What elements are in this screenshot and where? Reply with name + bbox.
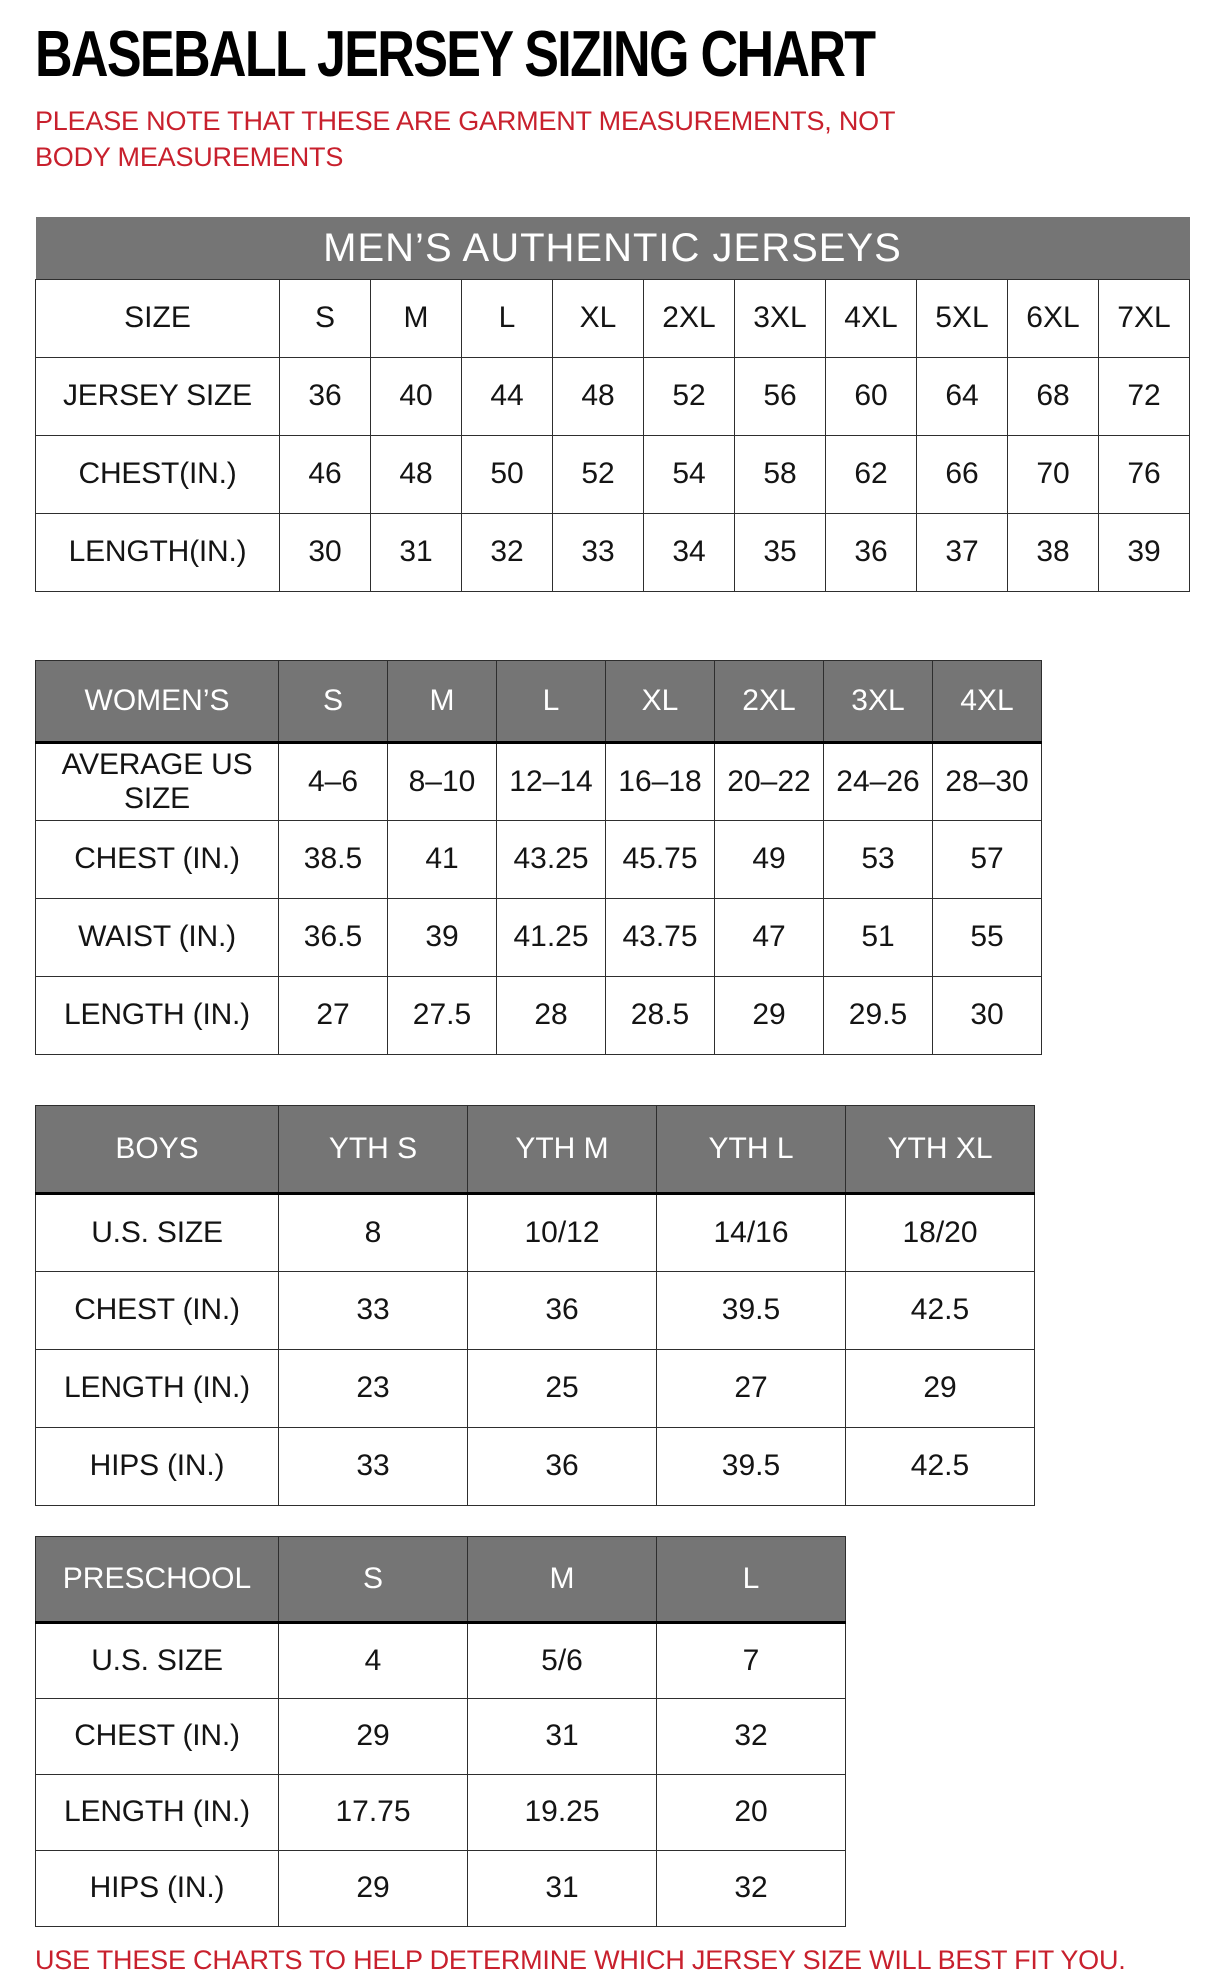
table-cell: 42.5 <box>846 1427 1035 1505</box>
table-cell: 38 <box>1008 513 1099 591</box>
table-cell: 51 <box>824 898 933 976</box>
womens-row <box>36 820 1042 898</box>
table-cell: 36.5 <box>279 898 388 976</box>
table-cell: 31 <box>468 1850 657 1926</box>
row-label: HIPS (IN.) <box>36 1850 279 1926</box>
table-cell: 39.5 <box>657 1271 846 1349</box>
tables-container <box>35 217 1220 1927</box>
womens-header-cell: WOMEN’S <box>36 660 279 742</box>
table-cell: 76 <box>1099 435 1190 513</box>
table-cell: 38.5 <box>279 820 388 898</box>
mens-sizing-table <box>35 217 1190 592</box>
table-cell: 54 <box>644 435 735 513</box>
preschool-sizing-table <box>35 1536 846 1927</box>
mens-header-cell: 2XL <box>644 279 735 357</box>
table-cell: 33 <box>279 1427 468 1505</box>
boys-row <box>36 1349 1035 1427</box>
preschool-header-cell: PRESCHOOL <box>36 1536 279 1622</box>
table-cell: 18/20 <box>846 1193 1035 1271</box>
table-cell: 29 <box>846 1349 1035 1427</box>
mens-row <box>36 435 1190 513</box>
table-cell: 36 <box>826 513 917 591</box>
mens-header-cell: S <box>280 279 371 357</box>
table-cell: 46 <box>280 435 371 513</box>
row-label: WAIST (IN.) <box>36 898 279 976</box>
boys-header-cell: YTH S <box>279 1105 468 1193</box>
mens-header-cell: SIZE <box>36 279 280 357</box>
row-label: LENGTH (IN.) <box>36 1774 279 1850</box>
womens-sizing-table <box>35 660 1042 1055</box>
table-cell: 64 <box>917 357 1008 435</box>
table-cell: 7 <box>657 1622 846 1698</box>
table-cell: 34 <box>644 513 735 591</box>
womens-header-cell: M <box>388 660 497 742</box>
table-cell: 57 <box>933 820 1042 898</box>
table-cell: 27 <box>657 1349 846 1427</box>
table-cell: 68 <box>1008 357 1099 435</box>
table-cell: 66 <box>917 435 1008 513</box>
row-label: CHEST (IN.) <box>36 1271 279 1349</box>
preschool-row <box>36 1850 846 1926</box>
table-cell: 53 <box>824 820 933 898</box>
table-cell: 28.5 <box>606 976 715 1054</box>
table-cell: 36 <box>468 1427 657 1505</box>
mens-header-cell: 5XL <box>917 279 1008 357</box>
table-cell: 37 <box>917 513 1008 591</box>
table-cell: 29 <box>279 1698 468 1774</box>
table-cell: 29.5 <box>824 976 933 1054</box>
table-cell: 29 <box>715 976 824 1054</box>
table-cell: 47 <box>715 898 824 976</box>
footer-note: USE THESE CHARTS TO HELP DETERMINE WHICH JERSEY SIZE WILL BEST FIT YOU. <box>35 1944 1126 1974</box>
table-cell: 28–30 <box>933 742 1042 820</box>
table-cell: 20 <box>657 1774 846 1850</box>
mens-header-cell: M <box>371 279 462 357</box>
mens-header-cell: XL <box>553 279 644 357</box>
boys-sizing-table <box>35 1105 1035 1506</box>
table-cell: 5/6 <box>468 1622 657 1698</box>
preschool-header-cell: M <box>468 1536 657 1622</box>
table-cell: 36 <box>280 357 371 435</box>
table-cell: 25 <box>468 1349 657 1427</box>
table-cell: 28 <box>497 976 606 1054</box>
table-cell: 42.5 <box>846 1271 1035 1349</box>
womens-header-cell: S <box>279 660 388 742</box>
preschool-header-cell: S <box>279 1536 468 1622</box>
row-label: AVERAGE US SIZE <box>36 742 279 820</box>
table-cell: 36 <box>468 1271 657 1349</box>
table-cell: 62 <box>826 435 917 513</box>
table-cell: 35 <box>735 513 826 591</box>
table-cell: 23 <box>279 1349 468 1427</box>
table-cell: 27 <box>279 976 388 1054</box>
boys-row <box>36 1193 1035 1271</box>
mens-header-cell: 6XL <box>1008 279 1099 357</box>
row-label: HIPS (IN.) <box>36 1427 279 1505</box>
table-cell: 52 <box>553 435 644 513</box>
table-cell: 45.75 <box>606 820 715 898</box>
table-cell: 12–14 <box>497 742 606 820</box>
womens-header-cell: 3XL <box>824 660 933 742</box>
preschool-header-cell: L <box>657 1536 846 1622</box>
table-cell: 4–6 <box>279 742 388 820</box>
row-label: U.S. SIZE <box>36 1193 279 1271</box>
mens-header-cell: 4XL <box>826 279 917 357</box>
row-label: U.S. SIZE <box>36 1622 279 1698</box>
mens-header-cell: 7XL <box>1099 279 1190 357</box>
preschool-row <box>36 1698 846 1774</box>
table-cell: 30 <box>280 513 371 591</box>
table-cell: 60 <box>826 357 917 435</box>
table-cell: 43.25 <box>497 820 606 898</box>
womens-header-cell: 2XL <box>715 660 824 742</box>
mens-header-cell: 3XL <box>735 279 826 357</box>
row-label: LENGTH (IN.) <box>36 1349 279 1427</box>
table-cell: 52 <box>644 357 735 435</box>
boys-header-cell: YTH M <box>468 1105 657 1193</box>
table-cell: 4 <box>279 1622 468 1698</box>
table-cell: 40 <box>371 357 462 435</box>
table-cell: 41.25 <box>497 898 606 976</box>
row-label: LENGTH (IN.) <box>36 976 279 1054</box>
row-label: CHEST (IN.) <box>36 820 279 898</box>
table-cell: 50 <box>462 435 553 513</box>
preschool-row <box>36 1622 846 1698</box>
preschool-row <box>36 1774 846 1850</box>
table-cell: 27.5 <box>388 976 497 1054</box>
table-cell: 72 <box>1099 357 1190 435</box>
womens-header-cell: L <box>497 660 606 742</box>
page-title-text: BASEBALL JERSEY SIZING CHART <box>35 18 875 91</box>
boys-row <box>36 1427 1035 1505</box>
row-label: CHEST (IN.) <box>36 1698 279 1774</box>
table-cell: 56 <box>735 357 826 435</box>
page-title <box>35 18 1220 91</box>
table-cell: 39 <box>1099 513 1190 591</box>
mens-row <box>36 513 1190 591</box>
table-cell: 33 <box>553 513 644 591</box>
womens-header-cell: XL <box>606 660 715 742</box>
table-cell: 33 <box>279 1271 468 1349</box>
table-cell: 14/16 <box>657 1193 846 1271</box>
table-cell: 49 <box>715 820 824 898</box>
boys-header-cell: YTH XL <box>846 1105 1035 1193</box>
table-cell: 55 <box>933 898 1042 976</box>
table-cell: 41 <box>388 820 497 898</box>
table-cell: 17.75 <box>279 1774 468 1850</box>
mens-banner: MEN’S AUTHENTIC JERSEYS <box>36 217 1190 279</box>
boys-row <box>36 1271 1035 1349</box>
row-label: LENGTH(IN.) <box>36 513 280 591</box>
mens-header-cell: L <box>462 279 553 357</box>
boys-header-cell: YTH L <box>657 1105 846 1193</box>
womens-row <box>36 976 1042 1054</box>
table-cell: 29 <box>279 1850 468 1926</box>
table-cell: 16–18 <box>606 742 715 820</box>
table-cell: 44 <box>462 357 553 435</box>
table-cell: 8 <box>279 1193 468 1271</box>
table-cell: 39 <box>388 898 497 976</box>
table-cell: 30 <box>933 976 1042 1054</box>
table-cell: 58 <box>735 435 826 513</box>
womens-row <box>36 898 1042 976</box>
boys-header-cell: BOYS <box>36 1105 279 1193</box>
garment-measurement-note: PLEASE NOTE THAT THESE ARE GARMENT MEASUREMENTS, NOT BODY MEASUREMENTS <box>35 106 895 172</box>
mens-row <box>36 357 1190 435</box>
table-cell: 31 <box>371 513 462 591</box>
table-cell: 24–26 <box>824 742 933 820</box>
table-cell: 43.75 <box>606 898 715 976</box>
womens-header-cell: 4XL <box>933 660 1042 742</box>
table-cell: 32 <box>657 1698 846 1774</box>
table-cell: 32 <box>462 513 553 591</box>
table-cell: 39.5 <box>657 1427 846 1505</box>
row-label: JERSEY SIZE <box>36 357 280 435</box>
table-cell: 32 <box>657 1850 846 1926</box>
table-cell: 31 <box>468 1698 657 1774</box>
womens-row <box>36 742 1042 820</box>
row-label: CHEST(IN.) <box>36 435 280 513</box>
table-cell: 20–22 <box>715 742 824 820</box>
table-cell: 10/12 <box>468 1193 657 1271</box>
table-cell: 19.25 <box>468 1774 657 1850</box>
table-cell: 70 <box>1008 435 1099 513</box>
table-cell: 8–10 <box>388 742 497 820</box>
table-cell: 48 <box>553 357 644 435</box>
table-cell: 48 <box>371 435 462 513</box>
